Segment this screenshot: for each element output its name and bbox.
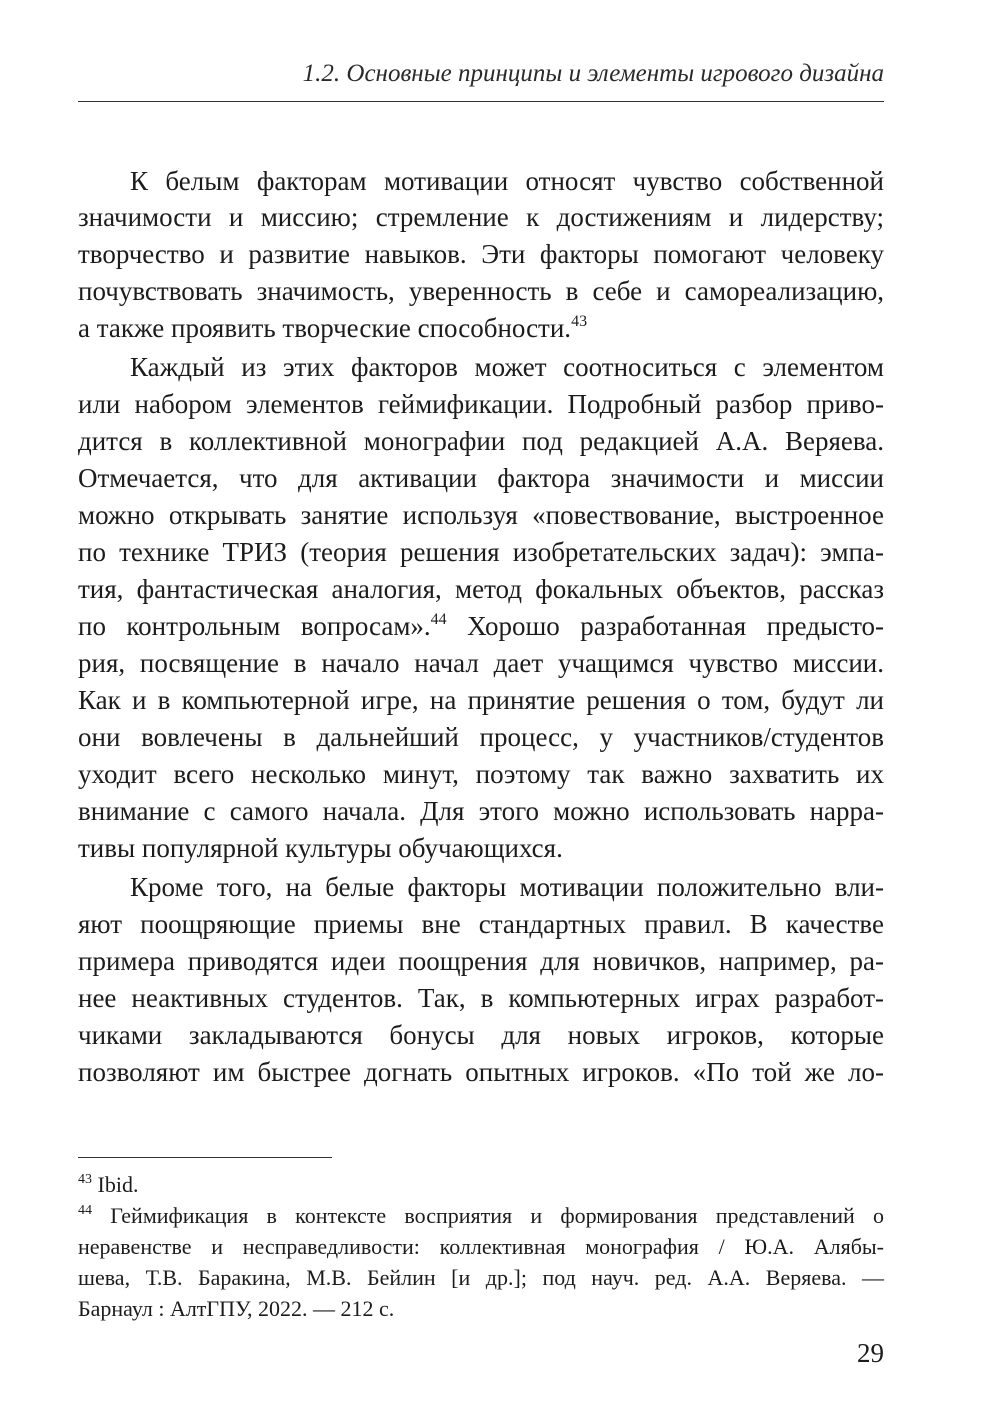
footnote-text: Ibid. (97, 1172, 139, 1197)
page-number: 29 (857, 1338, 884, 1368)
footnote-44 (78, 1202, 884, 1230)
body-line: дится в коллективной монографии под редакцией А.А. Веряева. (78, 426, 884, 456)
footnote-divider (78, 1157, 332, 1158)
body-line: нее неактивных студентов. Так, в компьютерных играх разработ- (78, 983, 884, 1013)
body-line: примера приводятся идеи поощрения для новичков, например, ра- (78, 946, 884, 976)
footnote-number: 44 (78, 1203, 92, 1218)
body-line: чиками закладываются бонусы для новых игроков, которые (78, 1020, 884, 1050)
body-line: Каждый из этих факторов может соотноситься с элементом (130, 352, 884, 382)
body-line: тия, фантастическая аналогия, метод фокальных объектов, рассказ (78, 574, 884, 604)
footnote-line: неравенстве и несправедливости: коллективная монография / Ю.А. Алябы- (78, 1234, 884, 1259)
body-line: они вовлечены в дальнейший процесс, у участников/студентов (78, 722, 884, 752)
body-line: почувствовать значимость, уверенность в себе и самореализацию, (78, 276, 884, 306)
body-line: или набором элементов геймификации. Подробный разбор приво- (78, 389, 884, 419)
body-line: можно открывать занятие используя «повествование, выстроенное (78, 500, 884, 530)
footnote-text: Геймификация в контексте восприятия и формирования представлений о (110, 1203, 884, 1228)
footnote-43 (78, 1171, 884, 1199)
body-line (78, 609, 884, 643)
body-line: по технике ТРИЗ (теория решения изобретательских задач): эмпа- (78, 537, 884, 567)
footnote-number: 43 (78, 1172, 92, 1187)
footnote-line: Барнаул : АлтГПУ, 2022. — 212 с. (78, 1296, 395, 1321)
body-line: Отмечается, что для активации фактора значимости и миссии (78, 463, 884, 493)
body-line: внимание с самого начала. Для этого можно использовать нарра- (78, 796, 884, 826)
body-line: яют поощряющие приемы вне стандартных правил. В качестве (78, 909, 884, 939)
running-header: 1.2. Основные принципы и элементы игрового дизайна (302, 60, 884, 87)
footnote-ref-43[interactable]: 43 (571, 313, 588, 330)
body-line: Как и в компьютерной игре, на принятие решения о том, будут ли (78, 685, 884, 715)
body-line: рия, посвящение в начало начал дает учащимся чувство миссии. (78, 648, 884, 678)
body-line: значимости и миссию; стремление к достижениям и лидерству; (78, 202, 884, 232)
body-line: тивы популярной культуры обучающихся. (78, 833, 563, 863)
body-line-text: Хорошо разработанная предысто- (467, 611, 885, 641)
body-line: уходит всего несколько минут, поэтому так важно захватить их (78, 759, 884, 789)
body-line: Кроме того, на белые факторы мотивации положительно вли- (130, 872, 884, 902)
body-line: позволяют им быстрее догнать опытных игроков. «По той же ло- (78, 1057, 884, 1087)
body-line: творчество и развитие навыков. Эти факторы помогают человеку (78, 239, 884, 269)
header-divider (78, 101, 884, 102)
footnote-ref-44[interactable]: 44 (430, 611, 447, 628)
body-line-text: по контрольным вопросам». (78, 611, 431, 641)
footnote-line: шева, Т.В. Баракина, М.В. Бейлин [и др.]; под науч. ред. А.А. Веряева. — (78, 1265, 884, 1290)
body-line-text: а также проявить творческие способности. (78, 313, 572, 343)
body-line: К белым факторам мотивации относят чувство собственной (130, 166, 884, 196)
body-line (78, 311, 884, 345)
